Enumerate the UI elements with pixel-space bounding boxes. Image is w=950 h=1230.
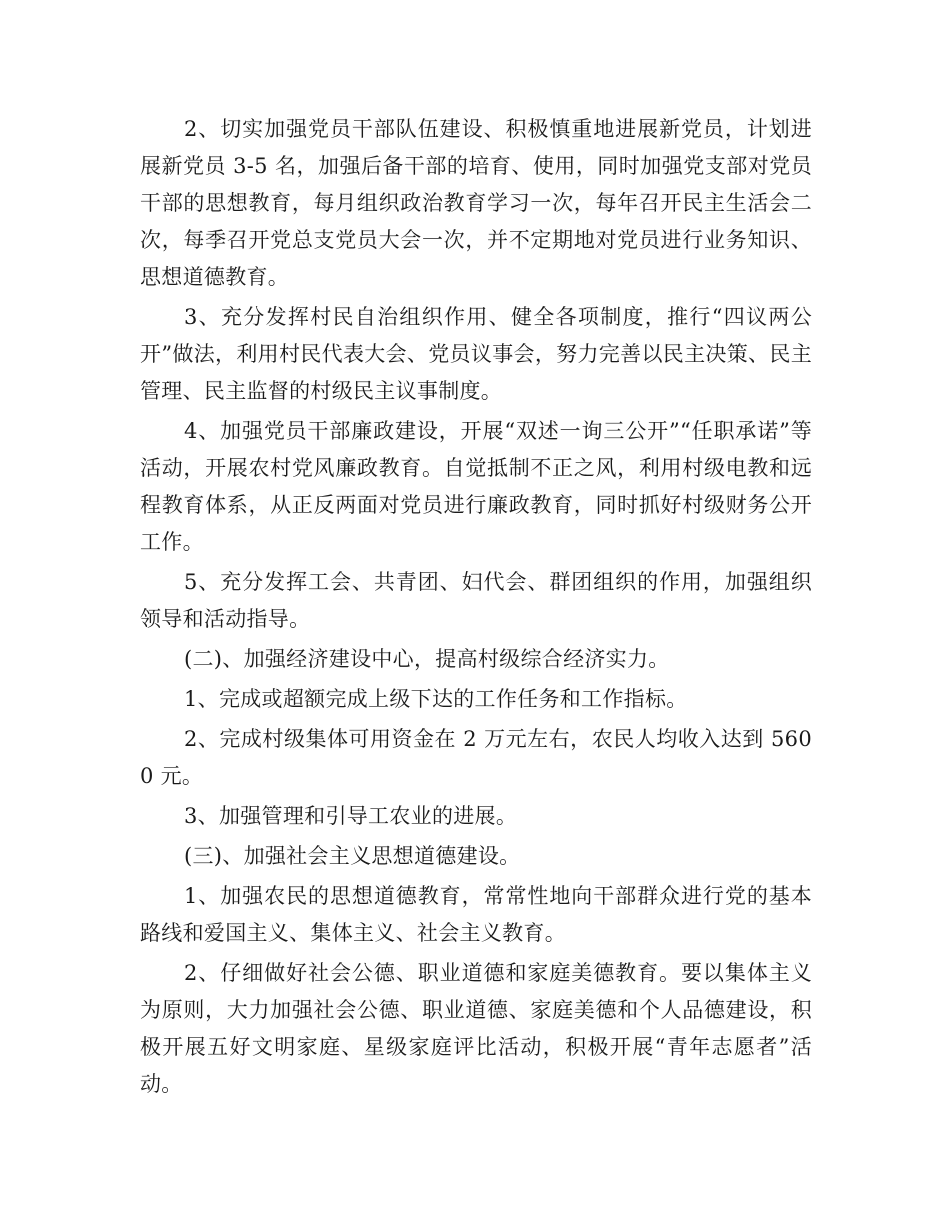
paragraph-moral-education: 1、加强农民的思想道德教育，常常性地向干部群众进行党的基本路线和爱国主义、集体主义、社会主义教育。 bbox=[140, 884, 812, 945]
paragraph-mass-organizations: 5、充分发挥工会、共青团、妇代会、群团组织的作用，加强组织领导和活动指导。 bbox=[140, 570, 812, 631]
section-heading-economy: (二)、加强经济建设中心，提高村级综合经济实力。 bbox=[184, 647, 670, 671]
paragraph-agriculture: 3、加强管理和引导工农业的进展。 bbox=[184, 804, 518, 828]
document-page bbox=[140, 111, 812, 1106]
paragraph-family-virtue: 2、仔细做好社会公德、职业道德和家庭美德教育。要以集体主义为原则，大力加强社会公德、职业道德、家庭美德和个人品德建设，积极开展五好文明家庭、星级家庭评比活动，积极开展“青年志愿者”活动。 bbox=[140, 961, 812, 1096]
paragraph-villager-autonomy: 3、充分发挥村民自治组织作用、健全各项制度，推行“四议两公开”做法，利用村民代表大会、党员议事会，努力完善以民主决策、民主管理、民主监督的村级民主议事制度。 bbox=[140, 305, 812, 403]
paragraph-clean-governance: 4、加强党员干部廉政建设，开展“双述一询三公开”“任职承诺”等活动，开展农村党风廉政教育。自觉抵制不正之风，利用村级电教和远程教育体系，从正反两面对党员进行廉政教育，同时抓好村级财务公开工作。 bbox=[140, 419, 812, 554]
paragraph-party-cadre-team: 2、切实加强党员干部队伍建设、积极慎重地进展新党员，计划进展新党员 3-5 名，加强后备干部的培育、使用，同时加强党支部对党员干部的思想教育，每月组织政治教育学习一次，每年召开民主生活会二次，每季召开党总支党员大会一次，并不定期地对党员进行业务知识、思想道德教育。 bbox=[140, 117, 812, 289]
paragraph-work-targets: 1、完成或超额完成上级下达的工作任务和工作指标。 bbox=[184, 687, 688, 711]
section-heading-morality: (三)、加强社会主义思想道德建设。 bbox=[184, 844, 521, 868]
paragraph-collective-funds: 2、完成村级集体可用资金在 2 万元左右，农民人均收入达到 5600 元。 bbox=[140, 727, 812, 788]
